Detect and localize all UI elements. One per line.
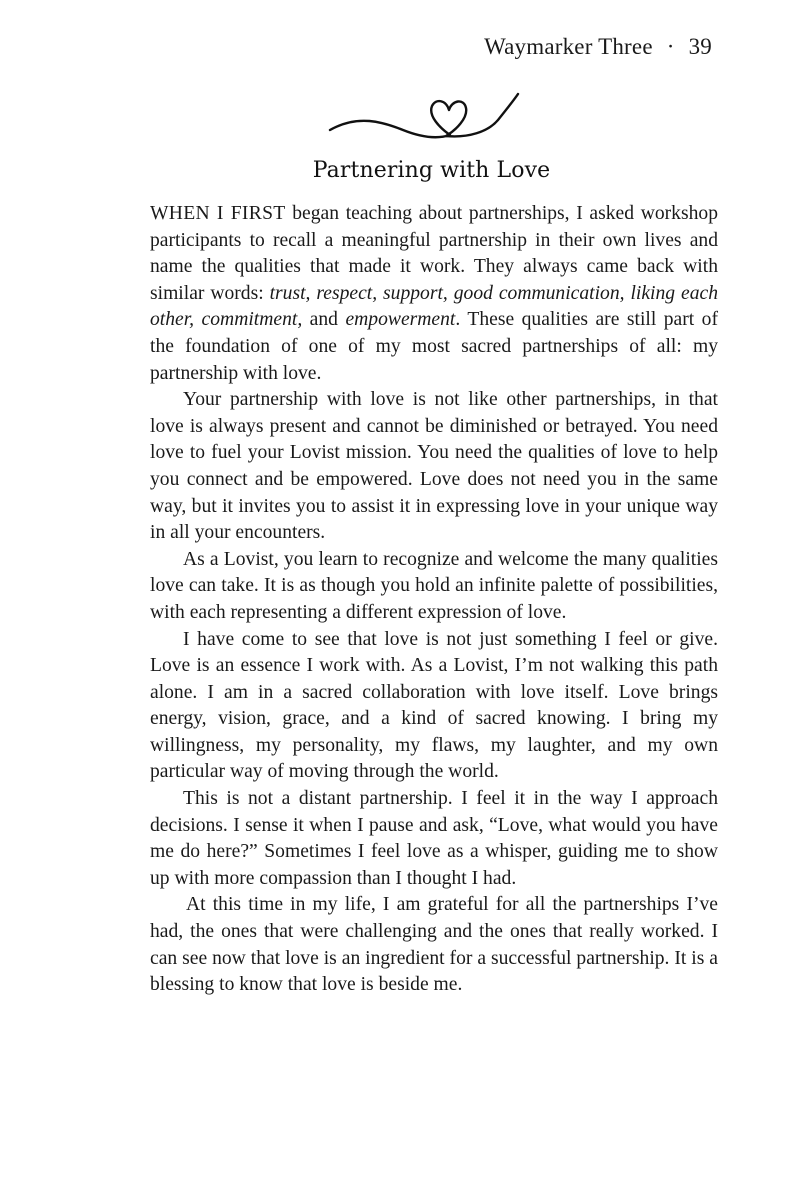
italic-qualities: trust, respect, support, good communication, liking each other, commitment, bbox=[150, 282, 718, 331]
body-text bbox=[150, 201, 718, 999]
heart-flourish-icon bbox=[328, 92, 522, 144]
paragraph-3: As a Lovist, you learn to recognize and welcome the many qualities love can take. It is as though you hold an infinite palette of possibilities, with each representing a different expression of love. bbox=[150, 548, 718, 623]
paragraph-text: . These qualities are still part of the foundation of one of my most sacred partnerships of all: my partnership with love. bbox=[150, 309, 718, 384]
paragraph-5: This is not a distant partnership. I feel it in the way I approach decisions. I sense it when I pause and ask, “Love, what would you have me do here?” Sometimes I feel love as a whisper, guiding me to show up with more compassion than I thought I had. bbox=[150, 788, 718, 889]
paragraph-1 bbox=[150, 201, 718, 387]
section-name: Waymarker Three bbox=[484, 34, 653, 59]
running-head bbox=[484, 34, 712, 60]
lead-in: WHEN I FIRST bbox=[150, 203, 286, 224]
paragraph-4: I have come to see that love is not just something I feel or give. Love is an essence I work with. As a Lovist, I’m not walking this path alone. I am in a sacred collaboration with love itself. Love brings energy, vision, grace, and a kind of sacred knowing. I bring my willingness, my personality, my flaws, my laughter, and my own particular way of moving through the world. bbox=[150, 628, 718, 783]
chapter-title: Partnering with Love bbox=[312, 158, 551, 183]
paragraph-6: At this time in my life, I am grateful for all the partnerships I’ve had, the ones that were challenging and the ones that really worked. I can see now that love is an ingredient for a successful partnership. It is a blessing to know that love is beside me. bbox=[150, 894, 718, 996]
paragraph-text: and bbox=[302, 309, 346, 331]
paragraph-text: began teaching about partnerships, I asked workshop participants to recall a meaningful partnership in their own lives and name the qualities that made it work. They always came back with similar words: bbox=[150, 203, 718, 304]
paragraph-2: Your partnership with love is not like other partnerships, in that love is always present and cannot be diminished or betrayed. You need love to fuel your Lovist mission. You need the qualities of love to help you connect and be empowered. Love does not need you in the same way, but it invites you to assist it in expressing love in your unique way in all your encounters. bbox=[150, 389, 718, 544]
page-number: 39 bbox=[688, 34, 712, 59]
separator: · bbox=[666, 34, 675, 59]
italic-empowerment: empowerment bbox=[345, 309, 456, 331]
